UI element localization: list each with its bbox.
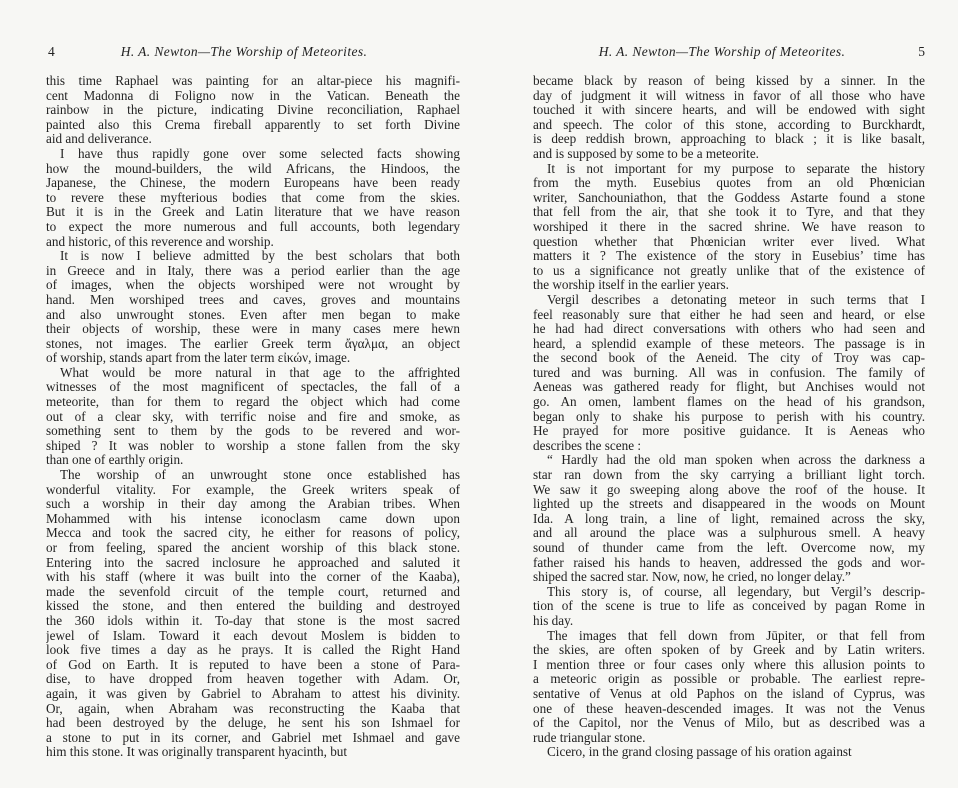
text-line: to expect the more numerous and full accounts, both legendary [46,219,460,234]
text-line: day of judgment it will witness in favor of all those who have [533,88,925,103]
text-line: What would be more natural in that age to the affrighted [60,365,460,380]
text-line: and all around the place was a sulphurous smell. A heavy [533,526,925,541]
paragraph [533,162,925,293]
text-line: cent Madonna di Foligno now in the Vatican. Beneath the [46,88,460,103]
text-line: aid and deliverance. [46,132,152,147]
text-line: rainbow in the picture, indicating Divine reconciliation, Raphael [46,103,460,118]
text-line: But it is in the Greek and Latin literature that we have reason [46,205,460,220]
text-line: jewel of Islam. Toward it each devout Moslem is bidden to [46,628,460,643]
text-line: dise, to have dropped from heaven together with Adam. Or, [46,672,460,687]
text-line: question whether that Phœnician writer ever lived. What [533,234,925,249]
text-line: shiped ? It was nobler to worship a stone fallen from the sky [46,438,460,453]
running-head-left [46,44,460,60]
text-line: the 360 idols within it. To-day that stone is the most sacred [46,613,460,628]
text-line: Ida. A long train, a line of light, remained across the sky, [533,511,925,526]
paragraph [533,453,925,584]
text-line: or from feeling, spared the ancient worship of this black stone. [46,541,460,555]
text-line: Mohammed with his intense iconoclasm came down upon [46,511,460,526]
text-line: the second book of the Aeneid. The city of Troy was cap- [533,351,925,366]
paragraph [533,629,925,746]
paragraph [533,74,925,162]
paragraph [46,147,460,249]
text-line: and is supposed by some to be a meteorite. [533,146,759,161]
text-line: hand. Men worshiped trees and caves, groves and mountains [46,292,460,307]
text-line: is deep reddish brown, approaching to black ; it is like basalt, [533,132,925,147]
text-line: “ Hardly had the old man spoken when across the darkness a [547,453,925,468]
text-line: than one of earthly origin. [46,453,184,468]
body-text-right [533,74,925,760]
text-line: of the Capitol, nor the Venus of Milo, but as described was a [533,716,925,731]
text-line: the worship itself in the earlier years. [533,278,729,293]
text-line: painted also this Crema fireball apparently to set forth Divine [46,117,460,132]
text-line: lighted up the streets and disappeared in the woods on Mount [533,497,925,512]
text-line: became black by reason of being kissed by a sinner. In the [533,74,925,88]
paragraph [533,745,925,760]
text-line: out of a clear sky, with terrific noise and fire and smoke, as [46,409,460,424]
text-line: sentative of Venus at old Paphos on the island of Cyprus, was [533,686,925,701]
text-line: Entering into the sacred inclosure he approached and saluted it [46,555,460,570]
text-line: shiped the sacred star. Now, now, he cried, no longer delay.” [533,570,851,585]
paragraph [46,74,460,147]
text-line: of worship, stands apart from the later term εἰκών, image. [46,351,351,366]
text-line: wonderful vitality. For example, the Greek writers speak of [46,482,460,497]
text-line: a meteoric origin as possible or probable. The earliest repre- [533,672,925,687]
paragraph [46,468,460,760]
text-line: heard, a splendid example of these meteors. The passage is in [533,336,925,351]
text-line: a stone to put in its corner, and Gabriel met Ishmael and gave [46,730,460,745]
text-line: meteorite, than for them to regard the object which had come [46,395,460,410]
text-line: this time Raphael was painting for an altar-piece his magnifi- [46,74,460,88]
text-line: of images, when the objects worshiped were not wrought by [46,278,460,293]
text-line: something sent to them by the gods to be revered and wor- [46,424,460,439]
text-line: This story is, of course, all legendary, but Vergil’s descrip- [547,584,925,599]
running-head-right [533,44,925,60]
text-line: Mecca and took the sacred city, he either for reasons of policy, [46,526,460,541]
text-line: It is now I believe admitted by the best scholars that both [60,249,460,264]
text-line: and also unwrought stones. Even after men began to make [46,307,460,322]
text-line: their objects of worship, these were in many cases mere hewn [46,322,460,337]
paragraph [533,585,925,629]
text-line: star ran down from the sky carrying a brilliant light torch. [533,468,925,483]
text-line: had been destroyed by the deluge, he sent his son Ishmael for [46,716,460,731]
text-line: Aeneas was gathered ready for flight, but Anchises would not [533,380,925,395]
text-line: kissed the stone, and then entered the building and destroyed [46,599,460,614]
text-line: matters it ? The existence of the story in Eusebius’ time has [533,249,925,264]
text-line: in Greece and in Italy, there was a period earlier than the age [46,263,460,278]
text-line: his day. [533,613,574,628]
text-line: and historic, of this reverence and worship. [46,234,274,249]
text-line: He prayed for more positive guidance. It is Aeneas who [533,424,925,439]
body-text-left [46,74,460,760]
page-number-left: 4 [48,44,55,59]
text-line: father raised his hands to heaven, addressed the gods and wor- [533,555,925,570]
page-number-right: 5 [918,44,925,59]
text-line: I mention three or four cases only where this allusion points to [533,657,925,672]
text-line: feel reasonably sure that either he had seen and heard, or else [533,307,925,322]
text-line: and speech. The color of this stone, according to Burckhardt, [533,117,925,132]
paragraph [533,293,925,454]
paragraph [46,366,460,468]
text-line: The images that fell down from Jūpiter, or that fell from [547,628,925,643]
text-line: describes the scene : [533,438,642,453]
text-line: the skies, are often spoken of by Greek and by Latin writers. [533,643,925,658]
text-line: Vergil describes a detonating meteor in such terms that I [547,292,925,307]
text-line: one of these heaven-descended images. It was not the Venus [533,701,925,716]
text-line: sound of thunder came from the left. Overcome now, my [533,541,925,555]
text-line: It is not important for my purpose to separate the history [547,161,925,176]
text-line: how the mound-builders, the wild Africans, the Hindoos, the [46,161,460,176]
text-line: began only to shake his purpose to perish with his country. [533,409,925,424]
text-line: writer, Sanchouniathon, that the Goddess Astarte found a stone [533,190,925,205]
text-line: witnesses of the most magnificent of spectacles, the fall of a [46,380,460,395]
text-line: look five times a day as he prays. It is called the Right Hand [46,643,460,658]
running-title-left: H. A. Newton—The Worship of Meteorites. [120,44,368,59]
text-line: I have thus rapidly gone over some selected facts showing [60,146,460,161]
text-line: that fell from the air, that she took it to Tyre, and that they [533,205,925,220]
text-line: touched it with sincere hearts, and will be endowed with sight [533,103,925,118]
text-line: with his staff (where it was built into the corner of the Kaaba), [46,570,460,585]
text-line: to us a significance not greatly unlike that of the existence of [533,263,925,278]
text-line: stones, not images. The earlier Greek term ἄγαλμα, an object [46,336,460,351]
text-line: again, it was given by Gabriel to Abraham to attest his divinity. [46,686,460,701]
text-line: Japanese, the Chinese, the modern Europeans have been ready [46,176,460,191]
text-line: The worship of an unwrought stone once established has [60,468,460,483]
text-line: We saw it go sweeping along above the roof of the house. It [533,482,925,497]
text-line: Or, again, when Abraham was reconstructing the Kaaba that [46,701,460,716]
text-line: to revere these myfterious bodies that come from the skies. [46,190,460,205]
text-line: Cicero, in the grand closing passage of his oration against [547,745,852,760]
running-title-right: H. A. Newton—The Worship of Meteorites. [598,44,846,59]
text-line: him this stone. It was originally transparent hyacinth, but [46,745,348,760]
text-line: tured and was burning. All was in confusion. The family of [533,365,925,380]
text-line: of God on Earth. It is reputed to have been a stone of Para- [46,657,460,672]
text-line: from the myth. Eusebius quotes from an old Phœnician [533,176,925,191]
paragraph [46,249,460,366]
text-line: he had had direct conversations with others who had seen and [533,322,925,337]
text-line: tion of the scene is true to life as conceived by pagan Rome in [533,599,925,614]
text-line: made the sevenfold circuit of the temple court, returned and [46,584,460,599]
text-line: such a worship in their day among the Arabian tribes. When [46,497,460,512]
text-line: worshiped it there in the sacred shrine. We have reason to [533,219,925,234]
text-line: rude triangular stone. [533,730,646,745]
text-line: go. An omen, lambent flames on the head of his grandson, [533,395,925,410]
